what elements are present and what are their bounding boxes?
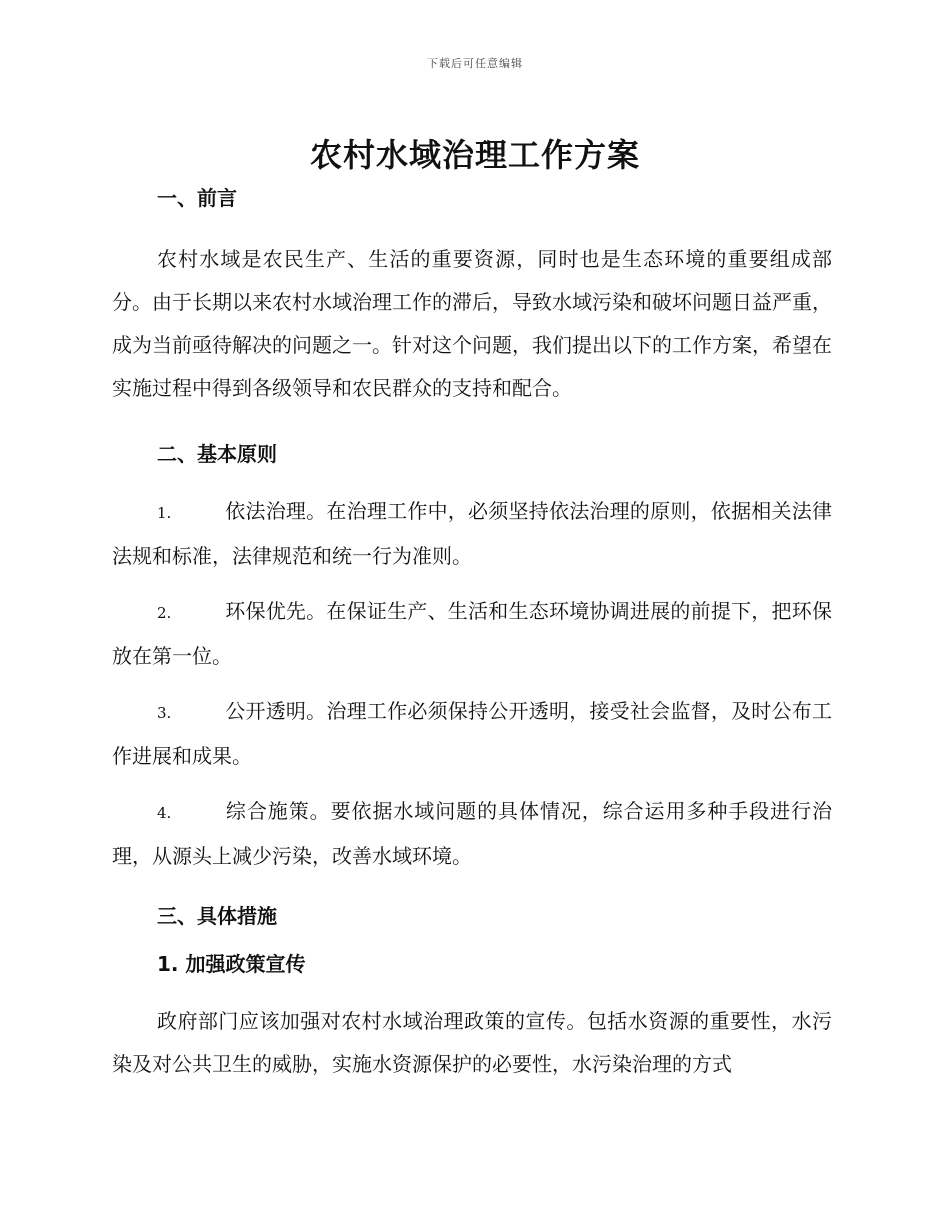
measures-paragraph: 政府部门应该加强对农村水域治理政策的宣传。包括水资源的重要性，水污染及对公共卫生的威胁，实施水资源保护的必要性，水污染治理的方式 (112, 1009, 832, 1076)
principle-number: 2. (157, 604, 172, 622)
principle-text: 依法治理。在治理工作中，必须坚持依法治理的原则，依据相关法律法规和标准，法律规范和统一行为准则。 (112, 499, 832, 568)
principle-number: 3. (157, 704, 172, 722)
principle-text: 公开透明。治理工作必须保持公开透明，接受社会监督，及时公布工作进展和成果。 (112, 699, 832, 768)
section-heading-measures: 三、具体措施 (157, 904, 277, 928)
principle-item (112, 490, 832, 578)
subheading-policy-promotion: 1. 加强政策宣传 (157, 952, 306, 976)
document-body (112, 180, 832, 1086)
preface-paragraph: 农村水域是农民生产、生活的重要资源，同时也是生态环境的重要组成部分。由于长期以来农村水域治理工作的滞后，导致水域污染和破坏问题日益严重，成为当前亟待解决的问题之一。针对这个问题，我们提出以下的工作方案，希望在实施过程中得到各级领导和农民群众的支持和配合。 (112, 247, 832, 400)
section-heading-principles: 二、基本原则 (157, 442, 277, 466)
principle-number: 4. (157, 804, 172, 822)
principle-item (112, 590, 832, 678)
principle-text: 综合施策。要依据水域问题的具体情况，综合运用多种手段进行治理，从源头上减少污染，改善水域环境。 (112, 799, 832, 868)
principle-number: 1. (157, 504, 172, 522)
principle-item (112, 790, 832, 878)
header-note: 下载后可任意编辑 (427, 57, 523, 70)
document-title: 农村水域治理工作方案 (309, 136, 640, 174)
principle-item (112, 690, 832, 778)
section-heading-preface: 一、前言 (157, 186, 237, 210)
principle-text: 环保优先。在保证生产、生活和生态环境协调进展的前提下，把环保放在第一位。 (112, 599, 832, 668)
